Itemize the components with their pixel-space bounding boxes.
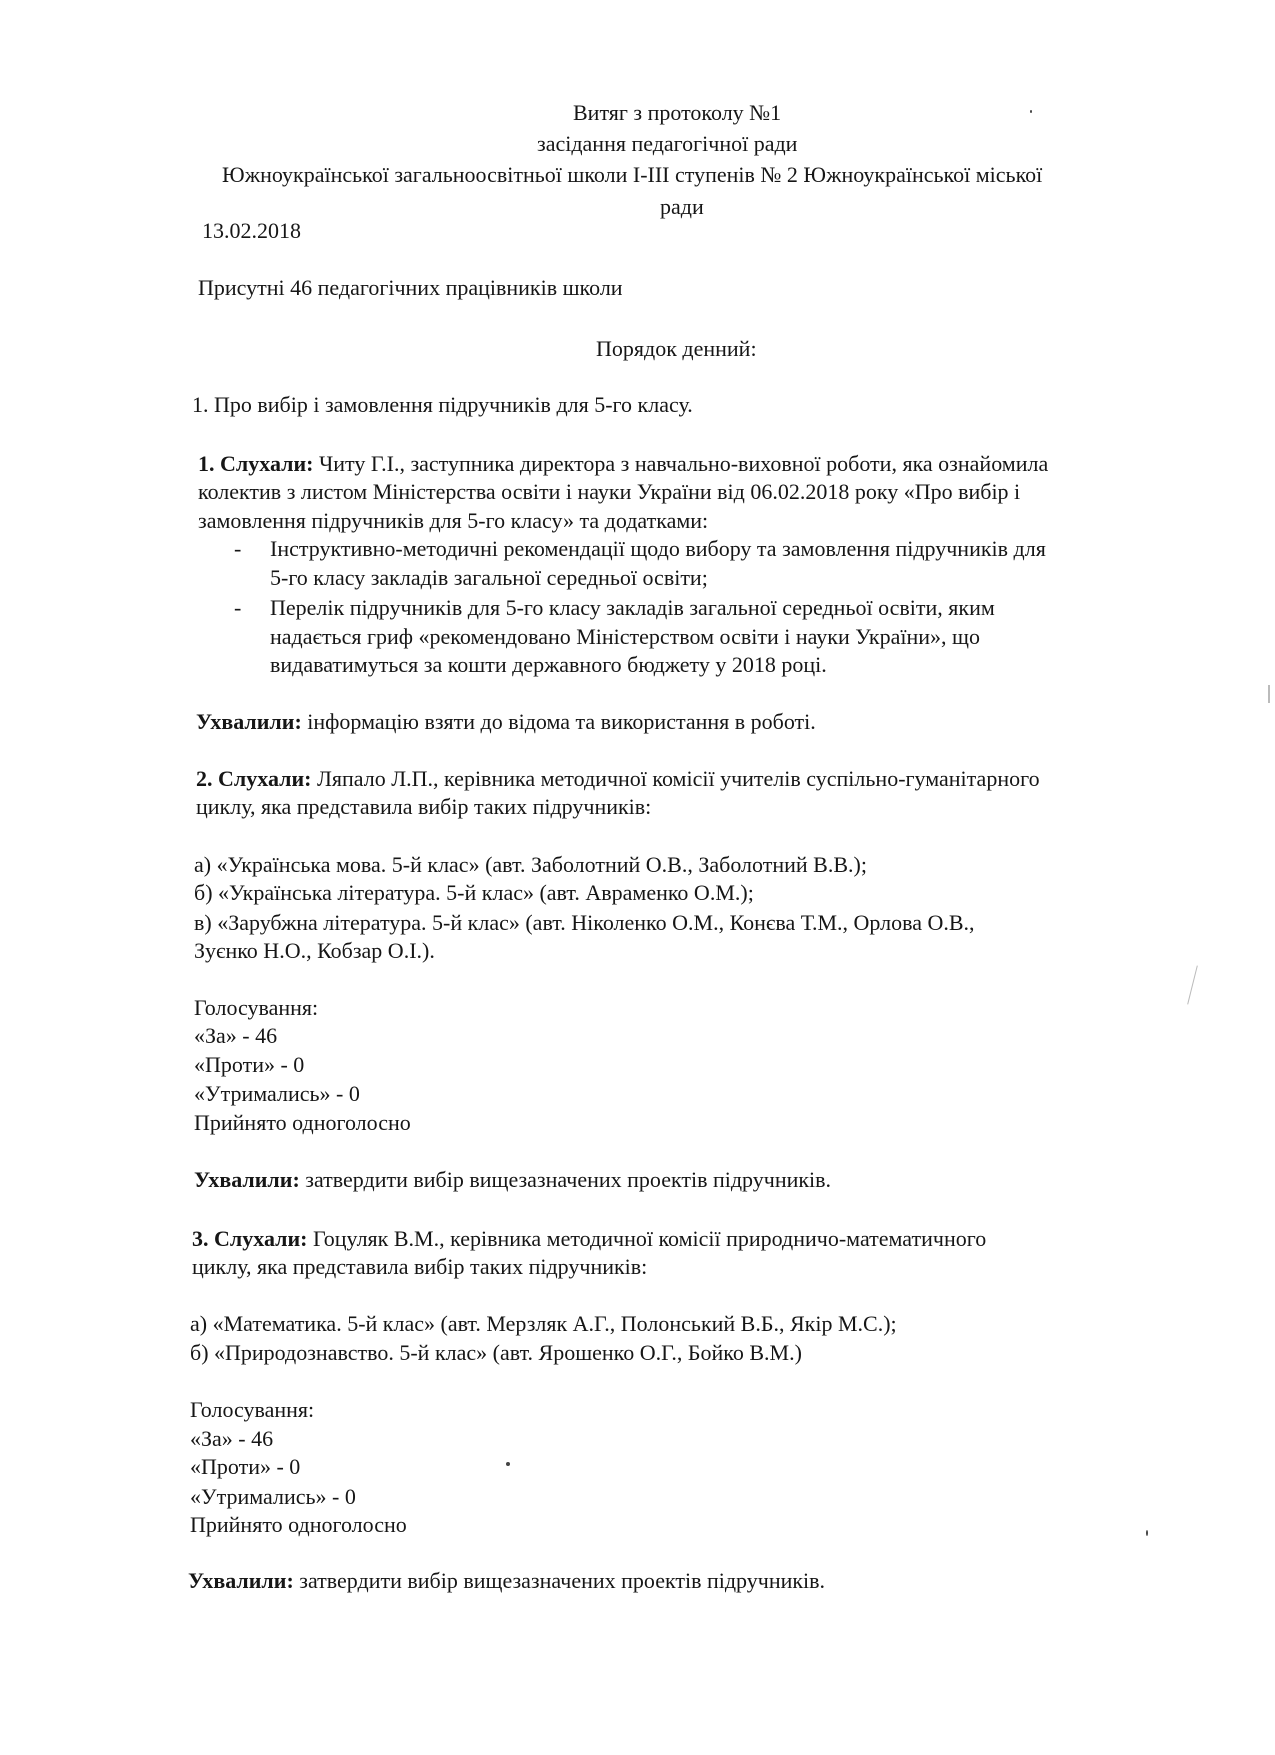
textbook-item: Зуєнко Н.О., Кобзар О.І.). — [194, 938, 435, 963]
header-title: Витяг з протоколу №1 — [573, 100, 782, 125]
section3-line: циклу, яка представила вибір таких підручників: — [192, 1254, 648, 1279]
section1-decision-text: інформацію взяти до відома та використання в роботі. — [301, 709, 816, 734]
vote-against: «Проти» - 0 — [190, 1454, 301, 1479]
section3-heard-label: 3. Слухали: — [192, 1226, 308, 1251]
scan-line-mark — [1187, 965, 1198, 1004]
bullet-item-line: видаватимуться за кошти державного бюджету у 2018 році. — [270, 652, 827, 677]
header-school-name: Южноукраїнської загальноосвітньої школи І-ІІІ ступенів № 2 Южноукраїнської міської — [222, 162, 1043, 187]
agenda-title: Порядок денний: — [596, 336, 757, 361]
section2-heard-label: 2. Слухали: — [196, 766, 312, 791]
vote-for: «За» - 46 — [190, 1426, 274, 1451]
vote-result: Прийнято одноголосно — [190, 1512, 407, 1537]
header-school-name-cont: ради — [660, 194, 704, 219]
section1-decision — [196, 709, 816, 735]
vote-abstain: «Утримались» - 0 — [194, 1081, 360, 1106]
scan-speck — [1030, 110, 1032, 113]
section2-line: циклу, яка представила вибір таких підручників: — [196, 794, 652, 819]
vote-title: Голосування: — [190, 1397, 315, 1422]
textbook-item: а) «Українська мова. 5-й клас» (авт. Заболотний О.В., Заболотний В.В.); — [194, 852, 867, 877]
vote-result: Прийнято одноголосно — [194, 1110, 411, 1135]
section1-decision-label: Ухвалили: — [196, 709, 302, 734]
textbook-item: а) «Математика. 5-й клас» (авт. Мерзляк А.Г., Полонський В.Б., Якір М.С.); — [190, 1311, 897, 1336]
header-subtitle: засідання педагогічної ради — [537, 131, 798, 156]
section3-decision — [188, 1568, 825, 1594]
section3-decision-label: Ухвалили: — [188, 1568, 294, 1593]
bullet-item-line: 5-го класу закладів загальної середньої освіти; — [270, 565, 708, 590]
vote-abstain: «Утримались» - 0 — [190, 1484, 356, 1509]
section1-line: колектив з листом Міністерства освіти і науки України від 06.02.2018 року «Про вибір і — [198, 479, 1021, 504]
section1-heard-label: 1. Слухали: — [198, 451, 314, 476]
bullet-dash: - — [234, 536, 242, 561]
scan-speck — [506, 1462, 510, 1466]
bullet-item-line: Інструктивно-методичні рекомендації щодо вибору та замовлення підручників для — [270, 536, 1046, 561]
scan-speck — [1146, 1530, 1148, 1536]
scan-edge-mark — [1268, 685, 1270, 703]
section2-heard-text: Ляпало Л.П., керівника методичної комісії учителів суспільно-гуманітарного — [311, 766, 1040, 791]
vote-title: Голосування: — [194, 995, 319, 1020]
textbook-item: б) «Українська література. 5-й клас» (авт. Авраменко О.М.); — [194, 880, 754, 905]
attendance-line: Присутні 46 педагогічних працівників школи — [198, 275, 623, 300]
section1-line: замовлення підручників для 5-го класу» та додатками: — [198, 508, 709, 533]
section3-decision-text: затвердити вибір вищезазначених проектів підручників. — [293, 1568, 826, 1593]
textbook-item: б) «Природознавство. 5-й клас» (авт. Ярошенко О.Г., Бойко В.М.) — [190, 1340, 802, 1365]
section2-decision-label: Ухвалили: — [194, 1167, 300, 1192]
bullet-dash: - — [234, 595, 242, 620]
textbook-item: в) «Зарубжна література. 5-й клас» (авт. Ніколенко О.М., Конєва Т.М., Орлова О.В., — [194, 910, 975, 935]
bullet-item-line: Перелік підручників для 5-го класу закладів загальної середньої освіти, яким — [270, 595, 995, 620]
section1-heard-text: Читу Г.І., заступника директора з навчально-виховної роботи, яка ознайомила — [313, 451, 1049, 476]
vote-for: «За» - 46 — [194, 1023, 278, 1048]
section3-heard — [192, 1226, 986, 1252]
section2-heard — [196, 766, 1040, 792]
agenda-item: 1. Про вибір і замовлення підручників для 5-го класу. — [192, 392, 693, 417]
section3-heard-text: Гоцуляк В.М., керівника методичної комісії природничо-математичного — [307, 1226, 987, 1251]
section2-decision-text: затвердити вибір вищезазначених проектів підручників. — [299, 1167, 832, 1192]
section2-decision — [194, 1167, 831, 1193]
vote-against: «Проти» - 0 — [194, 1052, 305, 1077]
document-date: 13.02.2018 — [202, 218, 301, 243]
bullet-item-line: надається гриф «рекомендовано Міністерством освіти і науки України», що — [270, 624, 980, 649]
section1-heard — [198, 451, 1048, 477]
